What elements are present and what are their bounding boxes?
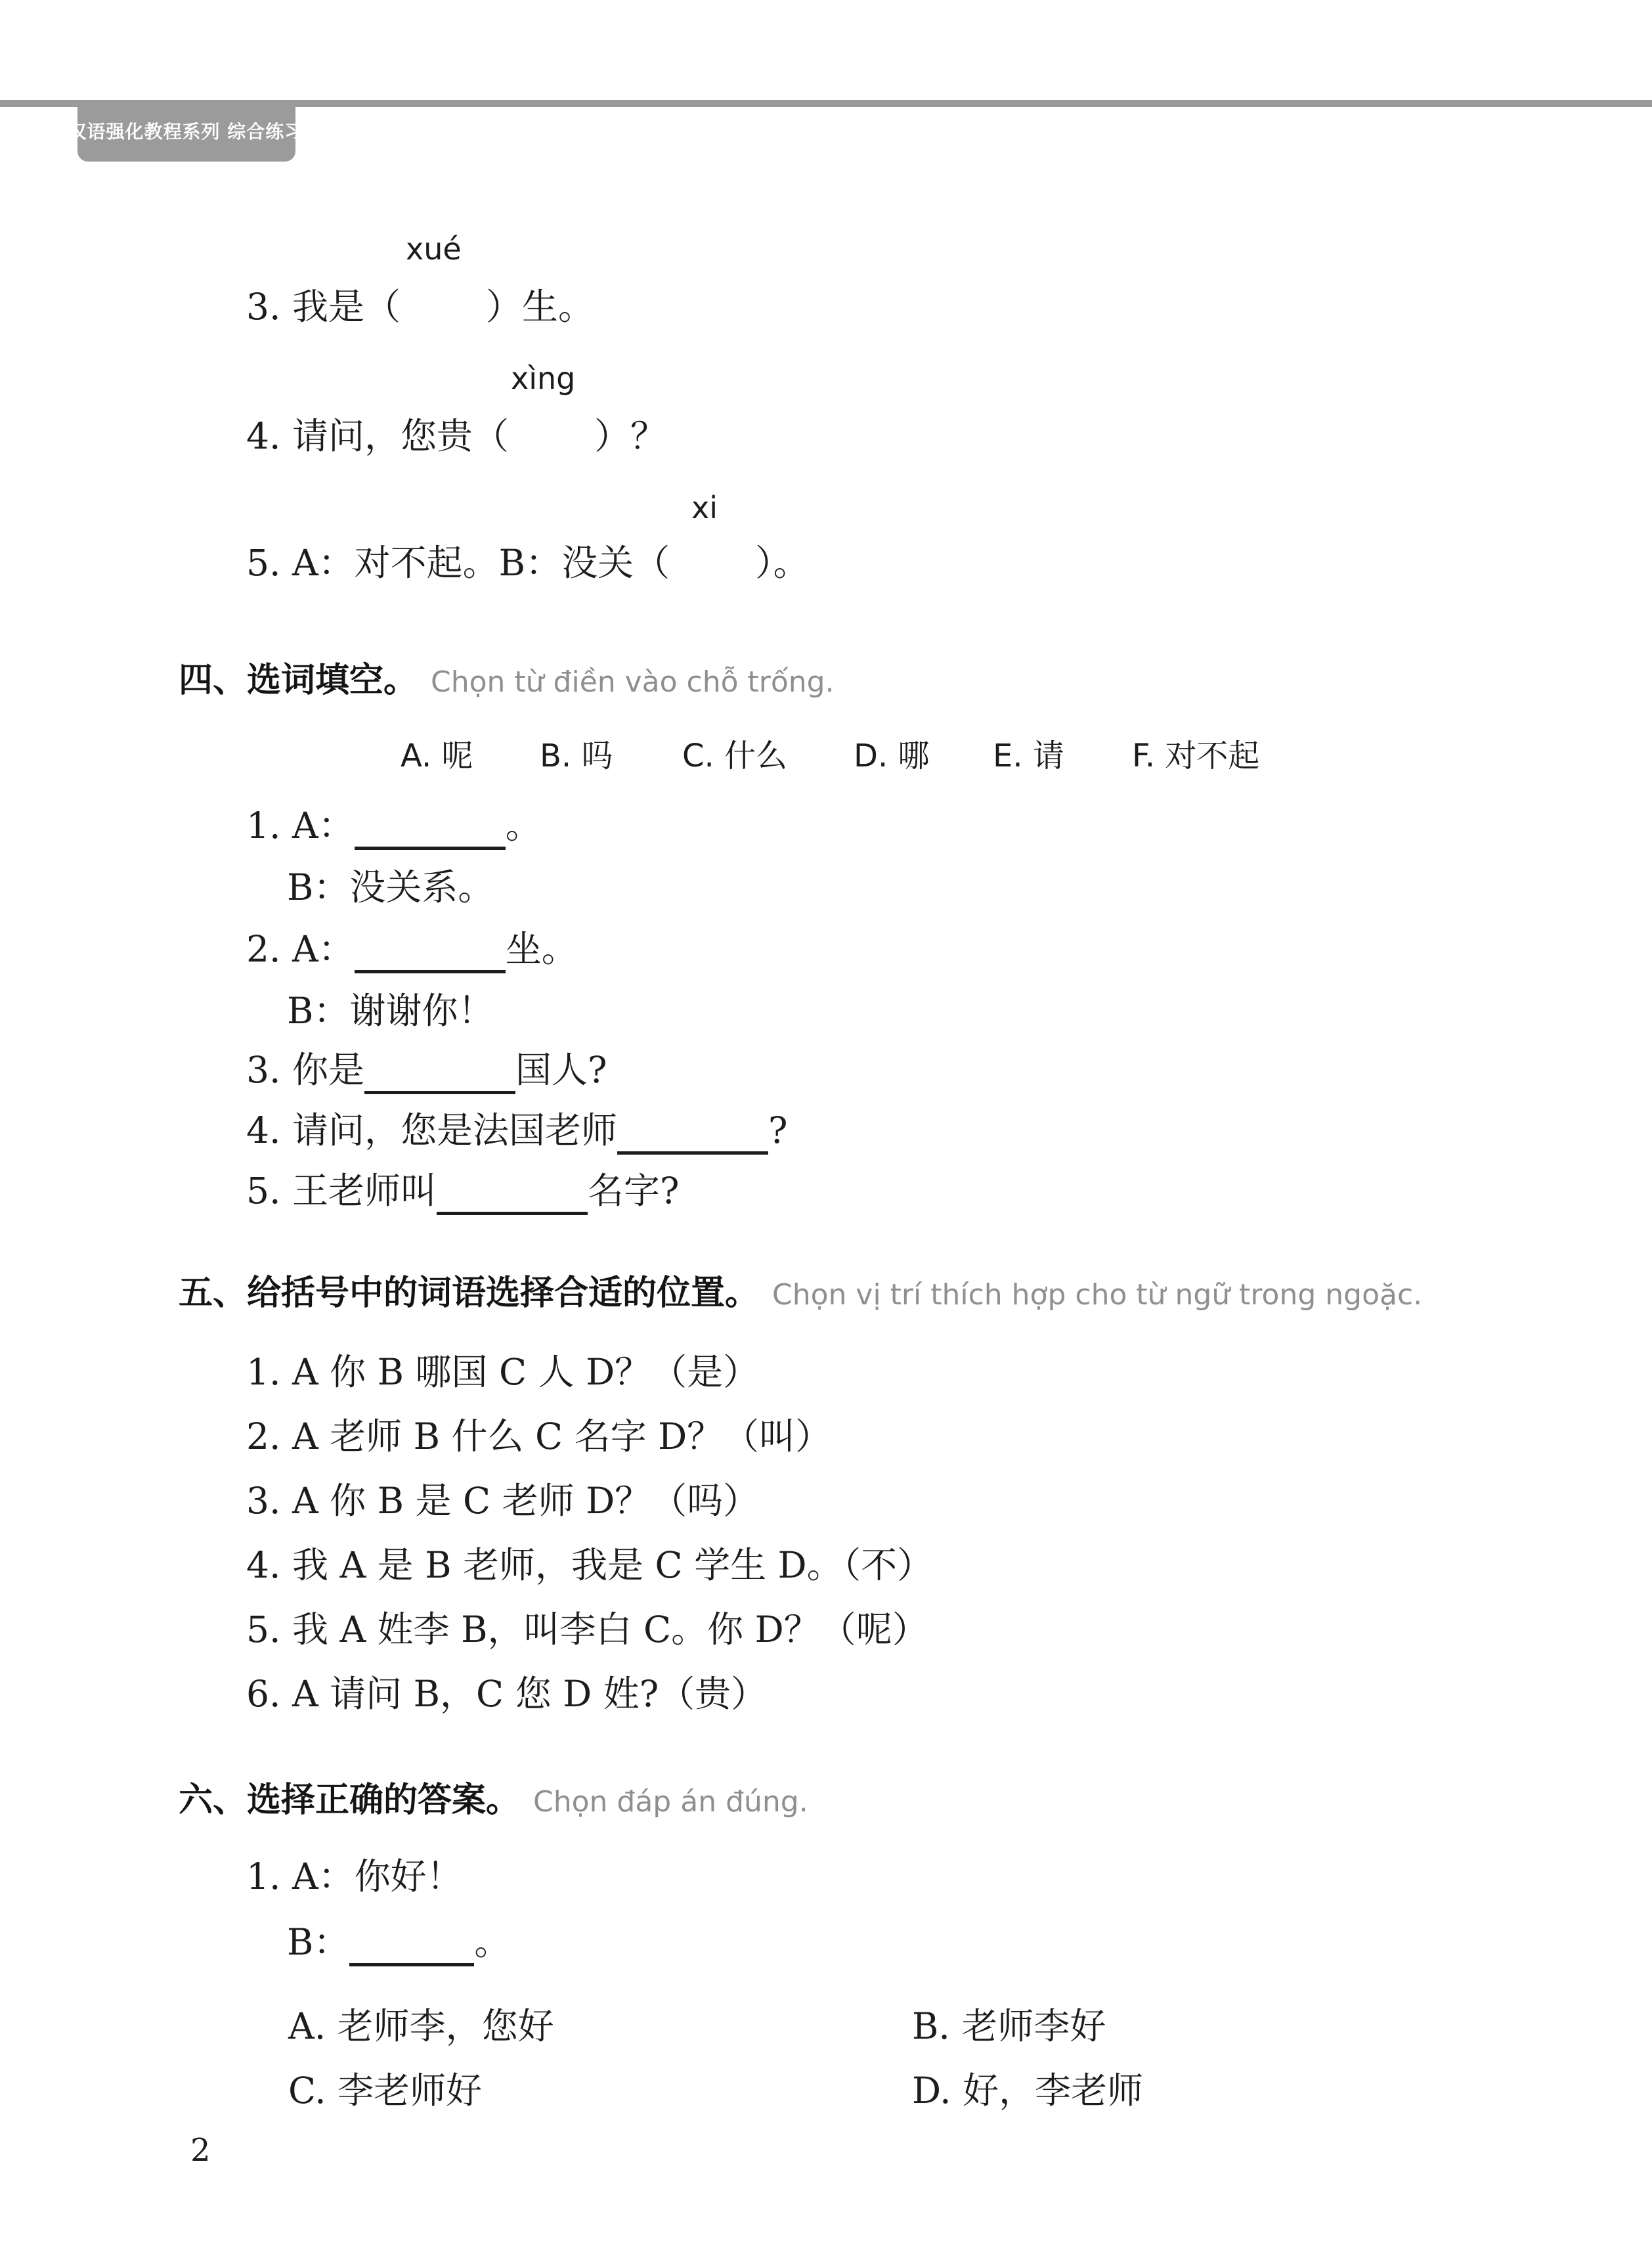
section5-item-6: 6. A 请问 B，C 您 D 姓?（贵） xyxy=(246,1673,768,1715)
word-option-b: B. 吗 xyxy=(540,738,613,774)
intro-item-3 xyxy=(246,286,594,328)
fill-blank-line xyxy=(355,941,506,973)
section5-heading xyxy=(179,1265,1422,1314)
item-text: 坐。 xyxy=(505,928,578,970)
word-option-a: A. 呢 xyxy=(401,738,473,774)
word-option-e: E. 请 xyxy=(993,738,1064,774)
section5-item-2: 2. A 老师 B 什么 C 名字 D？（叫） xyxy=(246,1415,832,1457)
item-text: 4. 请问，您贵（ xyxy=(246,415,509,457)
pinyin-hint-xi: xi xyxy=(691,490,718,525)
section4-item-2b xyxy=(287,990,494,1032)
item-text: ）？ xyxy=(594,415,666,457)
section4-title: 四、选词填空。 xyxy=(179,661,418,700)
section6-title: 六、选择正确的答案。 xyxy=(179,1781,521,1820)
item-text: 3. 你是 xyxy=(246,1049,364,1091)
section5-item-5: 5. 我 A 姓李 B，叫李白 C。你 D？（呢） xyxy=(246,1608,928,1650)
section6-dialog-b xyxy=(287,1922,510,1966)
section4-subtitle-vietnamese: Chọn từ điền vào chỗ trống. xyxy=(431,665,835,699)
intro-item-5 xyxy=(246,542,810,584)
page-number: 2 xyxy=(190,2132,211,2169)
word-option-d: D. 哪 xyxy=(854,738,930,774)
section5-subtitle-vietnamese: Chọn vị trí thích hợp cho từ ngữ trong ngoặc. xyxy=(772,1278,1423,1312)
section4-item-4 xyxy=(246,1110,787,1155)
item-text: 4. 请问，您是法国老师 xyxy=(246,1109,617,1151)
fill-blank-line xyxy=(349,1934,474,1966)
item-text: 国人? xyxy=(515,1049,607,1091)
intro-item-4 xyxy=(246,416,666,457)
section6-subtitle-vietnamese: Chọn đáp án đúng. xyxy=(533,1785,808,1819)
section4-item-1b xyxy=(287,867,494,908)
section5-item-1: 1. A 你 B 哪国 C 人 D？（是） xyxy=(246,1351,760,1393)
section6-dialog-a: 1. A：你好！ xyxy=(246,1855,463,1897)
item-text: 3. 我是（ xyxy=(246,286,401,328)
answer-choice-a: A. 老师李，您好 xyxy=(288,2005,554,2047)
item-text: 2. A： xyxy=(246,928,355,970)
item-text: 5. 王老师叫 xyxy=(246,1170,437,1212)
item-text: ）。 xyxy=(755,542,810,584)
word-option-c: C. 什么 xyxy=(682,738,788,774)
answer-choice-c: C. 李老师好 xyxy=(288,2070,483,2112)
section5-title: 五、给括号中的词语选择合适的位置。 xyxy=(179,1273,760,1313)
section5-item-3: 3. A 你 B 是 C 老师 D？（吗） xyxy=(246,1480,760,1522)
pinyin-hint-xue: xué xyxy=(406,231,462,267)
item-text: B： xyxy=(287,1921,350,1963)
fill-blank-line xyxy=(364,1062,515,1094)
item-text: B：没关系。 xyxy=(287,866,494,908)
section6-heading xyxy=(179,1772,808,1821)
answer-choice-b: B. 老师李好 xyxy=(912,2005,1106,2047)
section4-heading xyxy=(179,652,835,701)
answer-choice-d: D. 好，李老师 xyxy=(912,2070,1144,2112)
item-text: ）生。 xyxy=(485,286,594,328)
word-option-f: F. 对不起 xyxy=(1132,738,1260,774)
item-text: B：谢谢你！ xyxy=(287,990,494,1032)
item-text: 5. A：对不起。B：没关（ xyxy=(246,542,670,584)
item-text: 名字? xyxy=(587,1170,680,1212)
item-text: 1. A： xyxy=(246,805,355,847)
item-text: 。 xyxy=(474,1921,511,1963)
section5-item-4: 4. 我 A 是 B 老师，我是 C 学生 D。（不） xyxy=(246,1544,934,1586)
header-tab xyxy=(30,100,343,162)
section4-item-1a xyxy=(246,805,542,850)
pinyin-hint-xing: xìng xyxy=(511,361,576,396)
fill-blank-line xyxy=(355,818,506,850)
item-text: 。 xyxy=(505,805,542,847)
item-text: ? xyxy=(768,1109,788,1151)
fill-blank-line xyxy=(437,1183,588,1215)
section4-item-5 xyxy=(246,1170,679,1215)
fill-blank-line xyxy=(617,1122,768,1155)
section4-item-3 xyxy=(246,1050,607,1094)
section4-item-2a xyxy=(246,929,578,973)
header-tab-title: 预科汉语强化教程系列 综合练习册 1 xyxy=(30,121,343,143)
